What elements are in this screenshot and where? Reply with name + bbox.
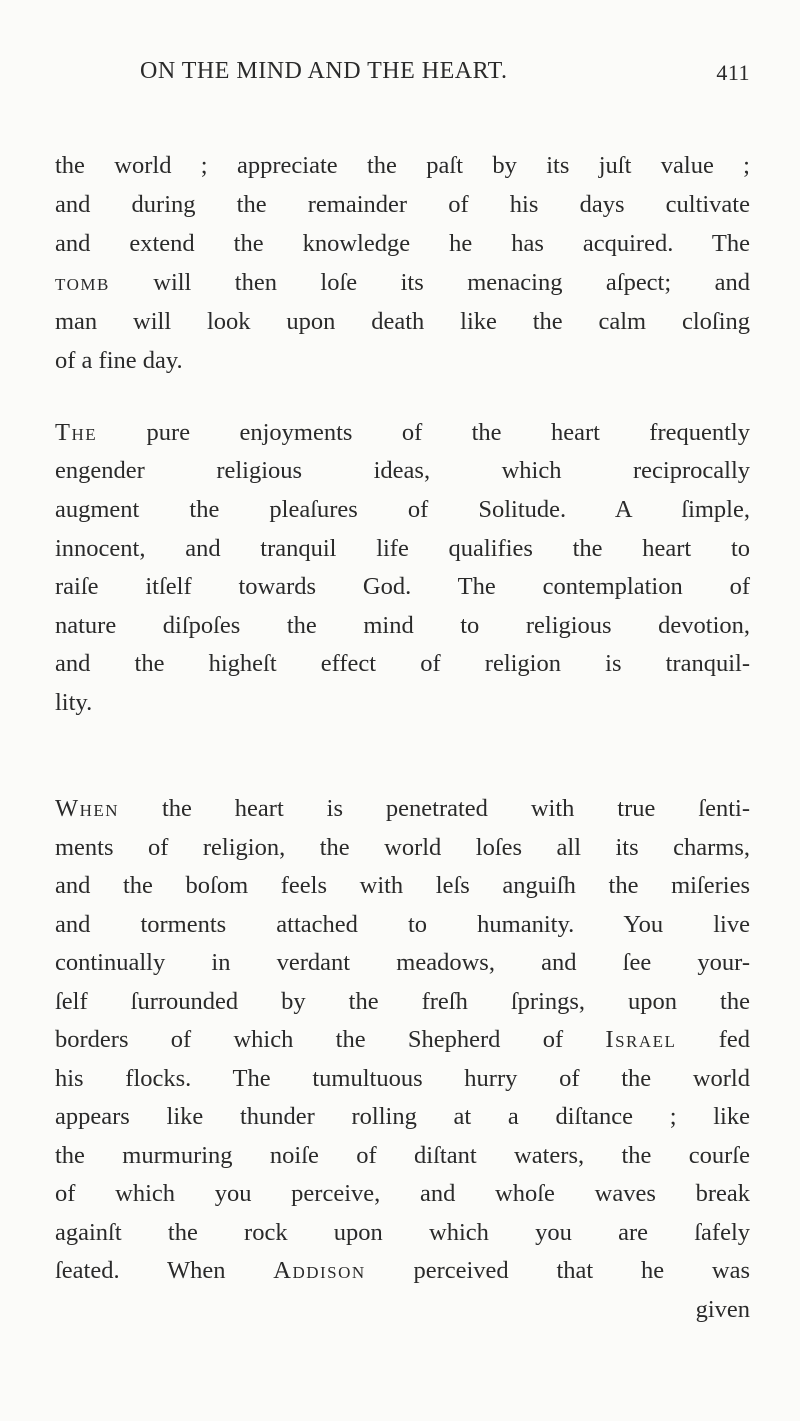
text-line xyxy=(55,345,750,377)
text-line xyxy=(55,1024,750,1056)
text-segment: the world ; appreciate the paſt by its juſt value ; xyxy=(55,152,750,179)
text-segment: raiſe itſelf towards God. The contemplation of xyxy=(55,573,750,600)
text-line xyxy=(55,1101,750,1133)
text-segment: againſt the rock upon which you are ſafely xyxy=(55,1219,750,1246)
text-line xyxy=(55,1140,750,1172)
text-segment: continually in verdant meadows, and ſee your- xyxy=(55,949,750,976)
text-segment: borders of which the Shepherd of xyxy=(55,1026,606,1053)
text-line xyxy=(55,189,750,221)
text-line xyxy=(55,150,750,182)
text-line xyxy=(55,832,750,864)
text-segment: perceived that he was xyxy=(365,1257,750,1284)
text-line xyxy=(55,1294,750,1326)
small-caps-word: Addison xyxy=(273,1257,366,1284)
text-line xyxy=(55,909,750,941)
text-line xyxy=(55,986,750,1018)
text-line xyxy=(55,947,750,979)
text-segment: of a fine day. xyxy=(55,347,183,374)
small-caps-word: When xyxy=(55,795,120,822)
text-segment: the murmuring noiſe of diſtant waters, the courſe xyxy=(55,1142,750,1169)
text-segment: of which you perceive, and whoſe waves break xyxy=(55,1180,750,1207)
text-line xyxy=(55,870,750,902)
small-caps-word: The xyxy=(55,419,98,446)
text-segment: fed xyxy=(676,1026,750,1053)
text-segment: and torments attached to humanity. You live xyxy=(55,911,750,938)
text-line xyxy=(55,455,750,487)
text-line xyxy=(55,571,750,603)
text-segment: appears like thunder rolling at a diſtance ; like xyxy=(55,1103,750,1130)
text-line xyxy=(55,1217,750,1249)
text-line xyxy=(55,533,750,565)
text-segment: ments of religion, the world loſes all its charms, xyxy=(55,834,750,861)
running-title: ON THE MIND AND THE HEART. xyxy=(140,58,508,84)
text-segment: and during the remainder of his days cultivate xyxy=(55,191,750,218)
text-segment: the heart is penetrated with true ſenti- xyxy=(119,795,750,822)
text-line xyxy=(55,687,750,719)
text-segment: will then loſe its menacing aſpect; and xyxy=(109,269,750,296)
text-line xyxy=(55,1063,750,1095)
text-segment: his flocks. The tumultuous hurry of the world xyxy=(55,1065,750,1092)
small-caps-word: Israel xyxy=(605,1026,677,1053)
text-line xyxy=(55,228,750,260)
text-segment: given xyxy=(695,1296,750,1323)
text-segment: innocent, and tranquil life qualifies the heart to xyxy=(55,535,750,562)
text-segment: lity. xyxy=(55,689,93,716)
text-line xyxy=(55,494,750,526)
text-line xyxy=(55,267,750,299)
text-line xyxy=(55,1178,750,1210)
text-segment: nature diſpoſes the mind to religious devotion, xyxy=(55,612,750,639)
page-number: 411 xyxy=(716,60,750,85)
text-line xyxy=(55,793,750,825)
text-line xyxy=(55,648,750,680)
text-segment: and the boſom feels with leſs anguiſh the miſeries xyxy=(55,872,750,899)
text-line xyxy=(55,610,750,642)
text-line xyxy=(55,306,750,338)
text-line xyxy=(55,1255,750,1287)
text-line xyxy=(55,417,750,449)
text-segment: man will look upon death like the calm cloſing xyxy=(55,308,750,335)
text-segment: engender religious ideas, which reciprocally xyxy=(55,457,750,484)
text-segment: ſelf ſurrounded by the freſh ſprings, upon the xyxy=(55,988,750,1015)
text-segment: and extend the knowledge he has acquired. The xyxy=(55,230,750,257)
text-segment: augment the pleaſures of Solitude. A ſimple, xyxy=(55,496,750,523)
text-segment: ſeated. When xyxy=(55,1257,274,1284)
small-caps-word: tomb xyxy=(55,269,110,296)
text-segment: and the higheſt effect of religion is tranquil- xyxy=(55,650,750,677)
text-segment: pure enjoyments of the heart frequently xyxy=(97,419,750,446)
